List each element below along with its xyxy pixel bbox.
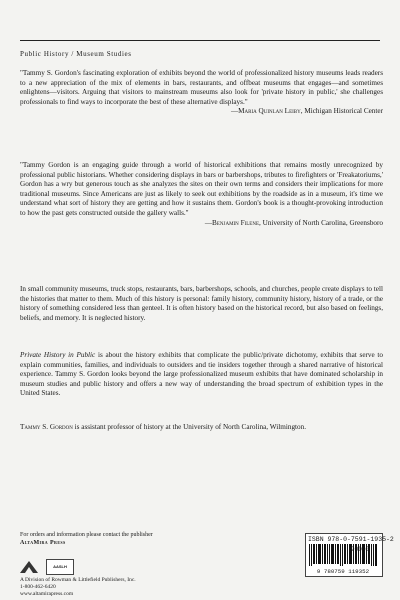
isbn-label: ISBN 978-0-7591-1935-2	[308, 536, 394, 543]
book-title: Private History in Public	[20, 351, 96, 359]
orders-text: For orders and information please contact the publisher	[20, 532, 153, 538]
author-bio	[20, 423, 383, 433]
endorsement-1-text: "Tammy S. Gordon's fascinating exploration of exhibits beyond the world of professionalized history museums leads readers to a new appreciation of the mix of elements in bars, restaurants, and offbeat museums that engages—and sometimes enlightens—visitors. Arguing that visitors to mainstream museums also look for 'private history in public,' she challenges professionals to find ways to incorporate the best of these alternative displays."	[20, 69, 383, 106]
endorsement-2-affiliation: , University of North Carolina, Greensboro	[259, 218, 383, 227]
aashl-logo	[46, 559, 74, 575]
author-bio-text	[20, 423, 383, 433]
publisher-contact	[20, 577, 136, 598]
endorsement-2-attribution: —Benjamin Filene, University of North Carolina, Greensboro	[204, 218, 383, 227]
endorsement-1	[20, 69, 383, 117]
description-2-text	[20, 351, 383, 399]
publisher-url: www.altamirapress.com	[20, 591, 74, 597]
description-paragraph-2	[20, 351, 383, 399]
division-text: A Division of Rowman & Littlefield Publishers, Inc.	[20, 577, 136, 583]
publisher-name: AltaMira Press	[20, 539, 66, 546]
barcode-icon	[309, 544, 377, 566]
publisher-logo-icon	[20, 561, 38, 573]
top-rule	[20, 40, 380, 41]
endorsement-2-author: Benjamin Filene	[212, 218, 260, 227]
author-bio-body: is assistant professor of history at the University of North Carolina, Wilmington.	[72, 423, 307, 431]
endorsement-2-text: "Tammy Gordon is an engaging guide through a world of historical exhibitions that remains mostly unrecognized by professional public historians. Whether considering displays in bars or barbershops, tributes to firefighters or 'Freakatoriums,' Gordon has a wry but generous touch as she analyzes the sites on their own terms and considers their implications for more traditional museums. Since Americans are just as likely to seek out exhibitions by the roadside as in a museum, it's time we understand what sort of history they are getting and how it sustains them. Gordon's book is a thought-provoking introduction to how the past gets constructed outside the gallery walls."	[20, 161, 383, 217]
description-paragraph-1	[20, 285, 383, 323]
endorsement-1-attribution: —Maria Quinlan Leiby, Michigan Historical Center	[230, 107, 383, 116]
barcode-digits: 9 780759 119352	[316, 568, 370, 575]
endorsement-1-author: Maria Quinlan Leiby	[238, 107, 301, 116]
aashl-logo-text: AASLH	[53, 564, 67, 569]
publisher-info	[20, 532, 250, 547]
description-2-body: is about the history exhibits that complicate the public/private dichotomy, exhibits that serve to explain communities, families, and individuals to outsiders and tie insiders together through a shared narrative of historical experience. Tammy S. Gordon looks beyond the large professionalized museum exhibits that have dominated scholarship in museum studies and public history and offers a new way of understanding the broad spectrum of exhibition types in the United States.	[20, 351, 384, 398]
description-1-text: In small community museums, truck stops, restaurants, bars, barbershops, schools, and churches, people create displays to tell the histories that matter to them. Much of this history is personal: family history, community history, history of a trade, or the history of something considered less than genteel. It is often history based on the historical record, but also based on feelings, beliefs, and memory. It is neglected history.	[20, 285, 383, 322]
endorsement-1-affiliation: , Michigan Historical Center	[300, 107, 383, 116]
category-label: Public History / Museum Studies	[20, 50, 132, 58]
phone-text: 1-800-462-6420	[20, 584, 56, 590]
endorsement-2	[20, 161, 383, 228]
author-name: Tammy S. Gordon	[20, 423, 73, 431]
